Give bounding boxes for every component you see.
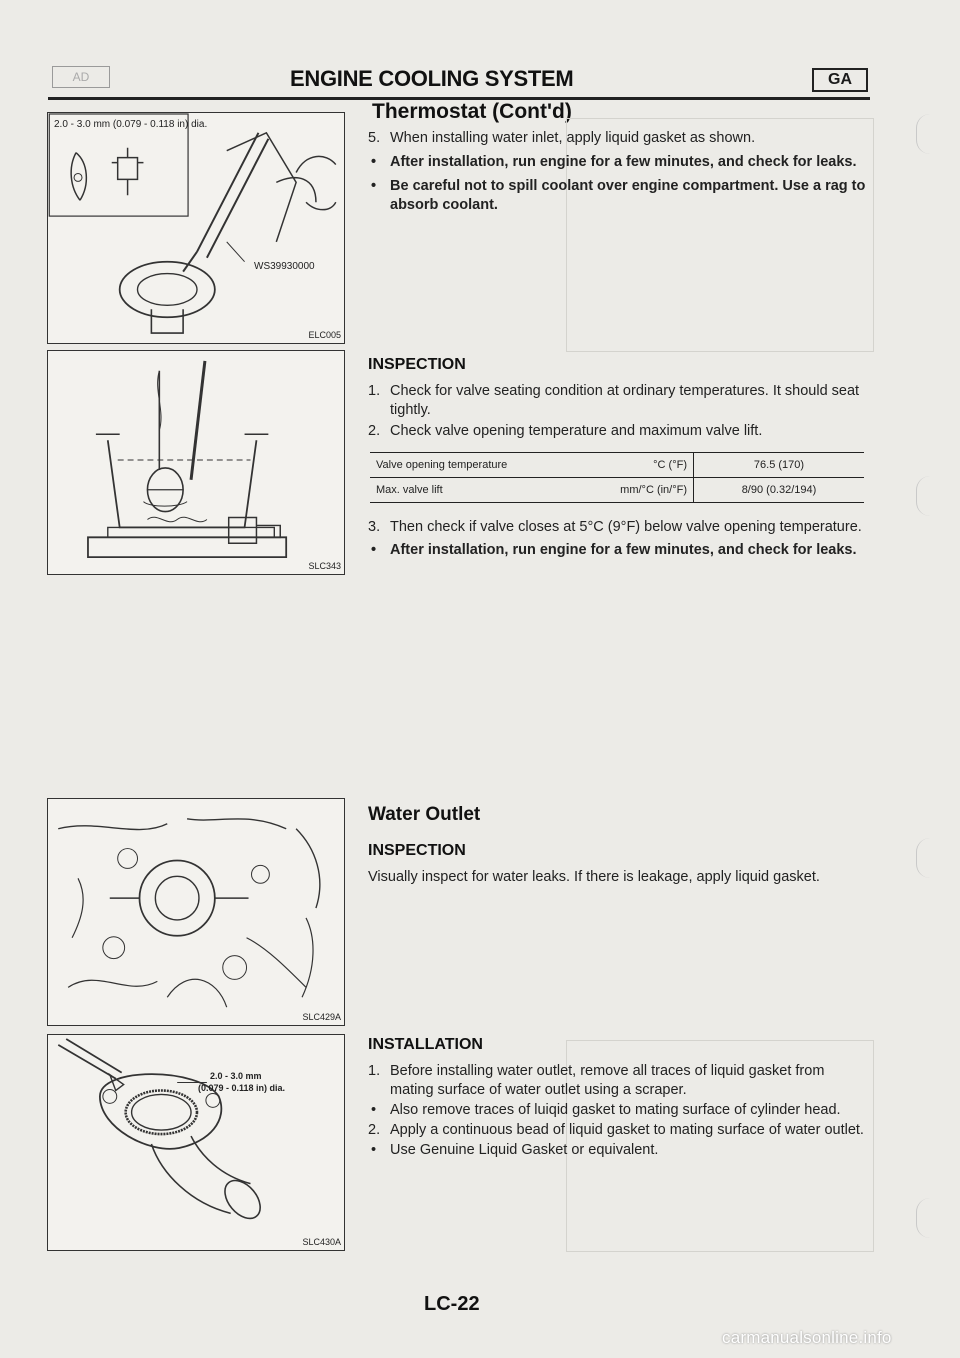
bullet-text: Also remove traces of luiqid gasket to mating surface of cylinder head. <box>390 1102 841 1118</box>
step-number: 2. <box>368 423 381 439</box>
spec-value: 8/90 (0.32/194) <box>694 478 865 503</box>
installation-step-1 <box>368 1062 868 1100</box>
spec-unit: °C (°F) <box>653 459 687 471</box>
figure-water-outlet-gasket <box>47 1034 345 1251</box>
install-step-5 <box>368 129 868 148</box>
installation-step-2 <box>368 1121 868 1140</box>
bullet-text: Be careful not to spill coolant over engine compartment. Use a rag to absorb coolant. <box>390 178 866 213</box>
margin-hole-mark <box>916 1198 943 1238</box>
figure-thermostat-test-illustration <box>48 351 344 574</box>
water-outlet-title: Water Outlet <box>368 804 481 825</box>
step-text: Apply a continuous bead of liquid gasket to mating surface of water outlet. <box>390 1122 864 1138</box>
installation-bullet-cylinder-head <box>368 1101 868 1120</box>
installation-bullet-genuine-gasket <box>368 1141 868 1160</box>
step-number: 1. <box>368 383 381 399</box>
figure-water-inlet-illustration <box>48 113 344 343</box>
figure-code: SLC429A <box>302 1012 341 1022</box>
step-number: 1. <box>368 1063 381 1079</box>
inspection-step-3-block <box>368 518 868 560</box>
figure-code: SLC343 <box>308 561 341 571</box>
figure-thermostat-test <box>47 350 345 575</box>
bullet-dot: • <box>371 1102 377 1118</box>
inspection-step-3 <box>368 518 868 537</box>
step-text: Check valve opening temperature and maximum valve lift. <box>390 423 763 439</box>
header-engine-code-box: GA <box>812 68 868 92</box>
bullet-dot: • <box>371 1142 377 1158</box>
bullet-text: After installation, run engine for a few minutes, and check for leaks. <box>390 542 857 558</box>
figure-code: SLC430A <box>302 1237 341 1247</box>
water-outlet-installation-steps <box>368 1062 868 1160</box>
figure-water-inlet-gasket <box>47 112 345 344</box>
install-bullet-leak-check <box>368 153 868 172</box>
spec-unit: mm/°C (in/°F) <box>620 484 687 496</box>
figure-dimension-mm: 2.0 - 3.0 mm <box>210 1071 262 1081</box>
figure-dimension-note: 2.0 - 3.0 mm (0.079 - 0.118 in) dia. <box>54 119 208 130</box>
bullet-text: After installation, run engine for a few minutes, and check for leaks. <box>390 154 857 170</box>
step-text: When installing water inlet, apply liquid gasket as shown. <box>390 130 756 146</box>
inspection-steps-1-2 <box>368 382 868 441</box>
figure-code: ELC005 <box>308 330 341 340</box>
figure-tool-number: WS39930000 <box>254 261 315 272</box>
figure-water-outlet-gasket-illustration <box>48 1035 344 1250</box>
inspection-step-2 <box>368 422 868 441</box>
inspection-bullet-leak-check <box>368 541 868 560</box>
watermark: carmanualsonline.info <box>722 1328 892 1347</box>
bullet-dot: • <box>371 542 377 558</box>
water-outlet-installation-heading: INSTALLATION <box>368 1036 483 1053</box>
spec-value: 76.5 (170) <box>694 453 865 478</box>
section-title: Thermostat (Cont'd) <box>372 100 572 123</box>
step-text: Then check if valve closes at 5°C (9°F) below valve opening temperature. <box>390 519 862 535</box>
figure-water-outlet-illustration <box>48 799 344 1025</box>
table-row <box>370 453 864 478</box>
inspection-step-1 <box>368 382 868 420</box>
margin-hole-mark <box>916 838 943 878</box>
thermostat-spec-table <box>370 452 864 503</box>
step-text: Before installing water outlet, remove all traces of liquid gasket from mating surface of water outlet using a scraper. <box>390 1063 825 1098</box>
page-number: LC-22 <box>424 1293 480 1315</box>
spec-label: Valve opening temperature <box>376 459 508 471</box>
water-outlet-inspection-heading: INSPECTION <box>368 842 466 859</box>
water-outlet-inspection-text: Visually inspect for water leaks. If there is leakage, apply liquid gasket. <box>368 869 820 885</box>
spec-label: Max. valve lift <box>376 484 443 496</box>
table-row <box>370 478 864 503</box>
inspection-heading: INSPECTION <box>368 356 466 373</box>
thermostat-install-block <box>368 129 868 215</box>
step-number: 3. <box>368 519 381 535</box>
header-section-code-box: AD <box>52 66 110 88</box>
install-bullet-coolant-caution <box>368 177 868 215</box>
bullet-text: Use Genuine Liquid Gasket or equivalent. <box>390 1142 659 1158</box>
bullet-dot: • <box>371 178 377 194</box>
step-text: Check for valve seating condition at ordinary temperatures. It should seat tightly. <box>390 383 860 418</box>
figure-dimension-in: (0.079 - 0.118 in) dia. <box>198 1083 286 1093</box>
step-number: 2. <box>368 1122 381 1138</box>
margin-hole-mark <box>916 476 943 516</box>
bullet-dot: • <box>371 154 377 170</box>
margin-hole-mark <box>916 114 943 154</box>
header-title: ENGINE COOLING SYSTEM <box>290 66 574 91</box>
step-number: 5. <box>368 130 381 146</box>
figure-water-outlet <box>47 798 345 1026</box>
